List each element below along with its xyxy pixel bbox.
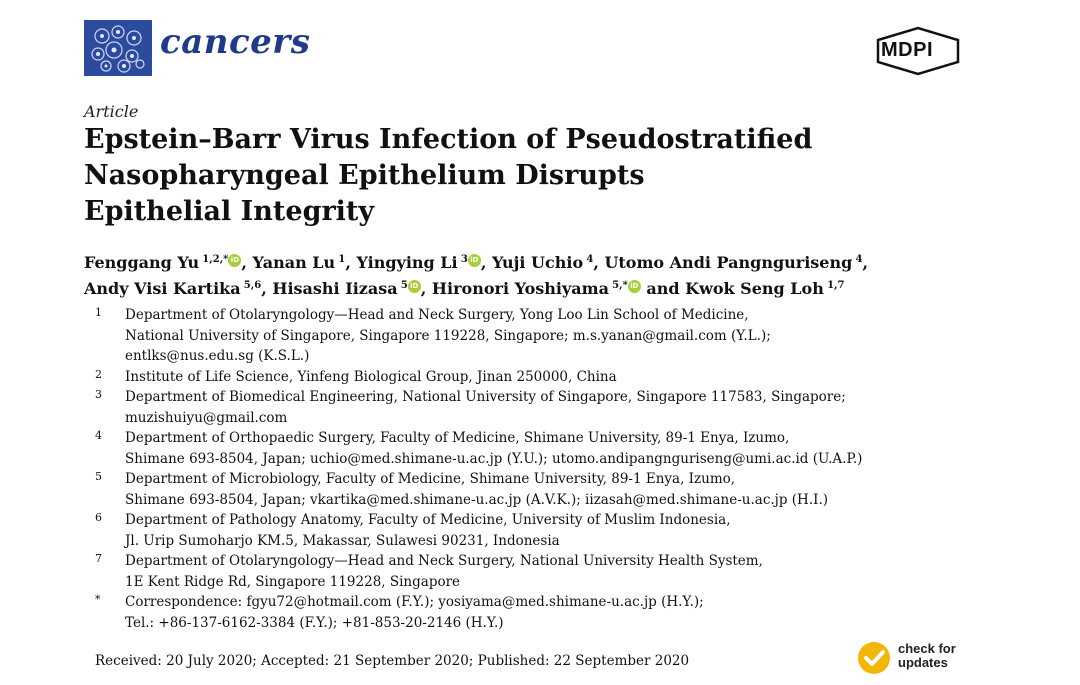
author-name[interactable]: Yingying Li	[356, 253, 458, 272]
author-line	[84, 250, 984, 276]
affiliation-text: Department of Otolaryngology—Head and Neck Surgery, National University Health System, 1E Kent Ridge Rd, Singapore 119228, Singapore	[125, 553, 763, 590]
title-line: Epstein–Barr Virus Infection of Pseudostratified	[84, 124, 813, 155]
author-affil-sup: 1,7	[827, 280, 845, 291]
affiliation-number: 6	[95, 511, 102, 524]
author-separator: ,	[420, 279, 432, 298]
affiliation-number: 3	[95, 388, 102, 401]
affiliation-number: 5	[95, 470, 102, 483]
affiliation-number: 2	[95, 367, 102, 381]
author-separator: ,	[593, 253, 605, 272]
author-separator: ,	[862, 253, 869, 272]
affiliation-item	[95, 305, 1055, 367]
affiliation-number: 4	[95, 429, 102, 442]
publication-dates: Received: 20 July 2020; Accepted: 21 September 2020; Published: 22 September 2020	[95, 653, 690, 669]
correspondence-text: Correspondence: fgyu72@hotmail.com (F.Y.); yosiyama@med.shimane-u.ac.jp (H.Y.); Tel.: +86-137-6162-3384 (F.Y.); +81-853-20-2146 (H.Y.)	[125, 594, 704, 631]
author-affil-sup: 1	[338, 254, 346, 265]
author-separator: ,	[261, 279, 273, 298]
affiliation-number: 7	[95, 552, 102, 565]
author-affil-sup: 5,6	[243, 280, 262, 291]
affiliation-item	[95, 428, 1055, 469]
affiliation-item	[95, 510, 1055, 551]
orcid-icon[interactable]: iD	[408, 280, 421, 293]
author-separator: ,	[345, 253, 357, 272]
affiliation-item	[95, 387, 1055, 428]
title-line: Nasopharyngeal Epithelium Disrupts	[84, 160, 645, 191]
affiliation-item	[95, 469, 1055, 510]
check-label-line1: check for	[898, 641, 956, 656]
affiliation-text: Department of Microbiology, Faculty of Medicine, Shimane University, 89-1 Enya, Izumo, Shimane 693-8504, Japan; vkartika@med.shimane-u.ac.jp (A.V.K.); iizasah@med.shimane-u.ac.jp (H.I.)	[125, 471, 829, 508]
author-affil-sup: 5,*	[612, 280, 628, 291]
publisher-name: MDPI	[881, 39, 933, 61]
affiliation-item	[95, 551, 1055, 592]
author-affil-sup: 5	[400, 280, 408, 291]
affiliation-list	[95, 305, 1055, 633]
affiliation-text: Department of Orthopaedic Surgery, Faculty of Medicine, Shimane University, 89-1 Enya, Izumo, Shimane 693-8504, Japan; uchio@med.shimane-u.ac.jp (Y.U.); utomo.andipangnguriseng@umi.ac.id (U.A.P.)	[125, 430, 863, 467]
author-separator: and	[640, 279, 686, 298]
author-name[interactable]: Hisashi Iizasa	[272, 279, 398, 298]
author-name[interactable]: Hironori Yoshiyama	[431, 279, 609, 298]
journal-logo-icon	[84, 20, 152, 76]
orcid-icon[interactable]: iD	[628, 280, 641, 293]
affiliation-text: Institute of Life Science, Yinfeng Biological Group, Jinan 250000, China	[125, 368, 617, 385]
title-line: Epithelial Integrity	[84, 196, 375, 227]
author-affil-sup: 4	[586, 254, 594, 265]
author-name[interactable]: Yuji Uchio	[491, 253, 584, 272]
affiliation-item	[95, 367, 1055, 388]
author-separator: ,	[241, 253, 253, 272]
author-name[interactable]: Fenggang Yu	[84, 253, 200, 272]
affiliation-number: 1	[95, 306, 102, 319]
correspondence-item	[95, 592, 1055, 633]
author-name[interactable]: Utomo Andi Pangnguriseng	[604, 253, 853, 272]
author-name[interactable]: Andy Visi Kartika	[84, 279, 241, 298]
author-name[interactable]: Kwok Seng Loh	[685, 279, 824, 298]
affiliation-text: Department of Pathology Anatomy, Faculty of Medicine, University of Muslim Indonesia, Jl. Urip Sumoharjo KM.5, Makassar, Sulawesi 90231, Indonesia	[125, 512, 731, 549]
affiliation-text: Department of Otolaryngology—Head and Neck Surgery, Yong Loo Lin School of Medicine, National University of Singapore, Singapore 119228, Singapore; m.s.yanan@gmail.com (Y.L.); entlks@nus.edu.sg (K.S.L.)	[125, 307, 771, 364]
affiliation-text: Department of Biomedical Engineering, National University of Singapore, Singapore 117583, Singapore; muzishuiyu@gmail.com	[125, 389, 846, 426]
affiliation-number: *	[95, 593, 101, 606]
orcid-icon[interactable]: iD	[468, 254, 481, 267]
checkmark-icon	[858, 642, 890, 674]
author-name[interactable]: Yanan Lu	[252, 253, 336, 272]
author-affil-sup: 3	[460, 254, 468, 265]
author-list	[84, 250, 984, 302]
article-type: Article	[84, 102, 139, 121]
author-separator: ,	[480, 253, 492, 272]
author-line	[84, 276, 984, 302]
author-affil-sup: 4	[855, 254, 863, 265]
check-for-updates-label	[898, 642, 956, 670]
orcid-icon[interactable]: iD	[228, 254, 241, 267]
journal-name[interactable]: cancers	[160, 22, 311, 62]
check-for-updates-button[interactable]	[858, 640, 968, 674]
article-title	[84, 122, 944, 230]
author-affil-sup: 1,2,*	[202, 254, 229, 265]
check-label-line2: updates	[898, 655, 948, 670]
